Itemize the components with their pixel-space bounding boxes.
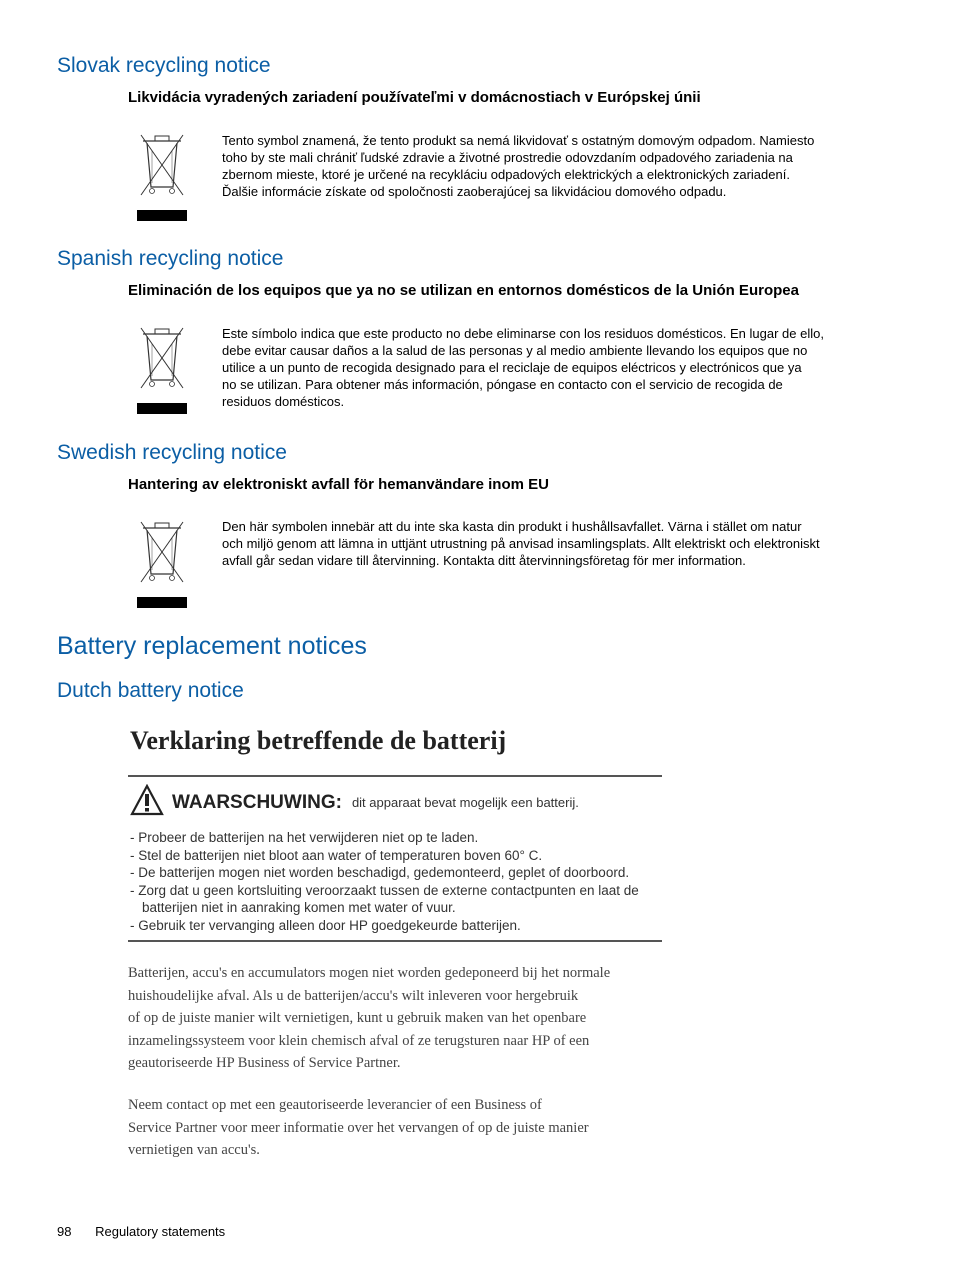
text-line: residuos domésticos. xyxy=(222,394,345,409)
text-line: utilice a un punto de recogida designado para el reciclaje de equipos eléctricos y electrónicos que ya xyxy=(222,360,802,375)
divider xyxy=(128,940,662,942)
slovak-paragraph xyxy=(222,132,870,200)
bullet-item: - Stel de batterijen niet bloot aan water of temperaturen boven 60° C. xyxy=(130,847,543,863)
bullet-item: - De batterijen mogen niet worden beschadigd, gedemonteerd, geplet of doorboord. xyxy=(130,865,630,881)
warning-bullets xyxy=(130,829,639,935)
text-line: och miljö genom att lämna in uttjänt utrustning på anvisad insamlingsplats. Allt elektriskt och elektroniskt xyxy=(222,536,820,551)
warning-label: WAARSCHUWING: xyxy=(172,791,342,813)
text-line: inzamelingssysteem voor klein chemisch afval of ze terugsturen naar HP of een xyxy=(128,1032,590,1049)
page-footer xyxy=(57,1224,225,1239)
footer-section: Regulatory statements xyxy=(95,1224,226,1239)
slovak-subheading: Likvidácia vyradených zariadení používateľmi v domácnostiach v Európskej únii xyxy=(128,89,701,106)
bullet-item: batterijen niet in aanraking komen met water of vuur. xyxy=(142,900,456,916)
text-line: Service Partner voor meer informatie over het vervangen of op de juiste manier xyxy=(128,1119,589,1136)
slovak-heading: Slovak recycling notice xyxy=(57,54,271,77)
page-number: 98 xyxy=(57,1224,72,1239)
divider xyxy=(128,775,662,777)
text-line: Neem contact op met een geautoriseerde leverancier of een Business of xyxy=(128,1097,542,1113)
text-line: toho by ste mali chrániť ľudské zdravie a životné prostredie odovzdaním odpadového zariadenia na xyxy=(222,150,793,165)
text-line: Batterijen, accu's en accumulators mogen niet worden gedeponeerd bij het normale xyxy=(128,965,611,981)
text-line: Den här symbolen innebär att du inte ska kasta din produkt i hushållsavfallet. Värna i stället om natur xyxy=(222,519,802,534)
text-line: of op de juiste manier wilt vernietigen, kunt u gebruik maken van het openbare xyxy=(128,1010,587,1027)
text-line: zbernom mieste, ktoré je určené na recykláciu odpadových elektrických a elektronických zariadení. xyxy=(222,167,790,182)
bullet-item: - Probeer de batterijen na het verwijderen niet op te laden. xyxy=(130,830,479,845)
scan-paragraph-1 xyxy=(128,962,610,1075)
text-line: geautoriseerde HP Business of Service Partner. xyxy=(128,1055,401,1072)
text-line: no se utilizan. Para obtener más información, póngase en contacto con el servicio de recogida de xyxy=(222,377,783,392)
swedish-paragraph xyxy=(222,518,870,569)
weee-bin-icon xyxy=(137,516,187,612)
warning-text: dit apparaat bevat mogelijk een batterij. xyxy=(351,795,579,810)
battery-heading: Battery replacement notices xyxy=(57,632,367,660)
text-line: vernietigen van accu's. xyxy=(128,1142,260,1159)
swedish-heading: Swedish recycling notice xyxy=(57,441,287,464)
spanish-heading: Spanish recycling notice xyxy=(57,247,284,270)
dutch-battery-scan xyxy=(128,724,668,1164)
bullet-item: - Gebruik ter vervanging alleen door HP goedgekeurde batterijen. xyxy=(130,917,521,933)
spanish-subheading: Eliminación de los equipos que ya no se utilizan en entornos domésticos de la Unión Europea xyxy=(128,282,799,299)
text-line: Ďalšie informácie získate od spoločnosti zaoberajúcej sa likvidáciou domového odpadu. xyxy=(222,184,727,199)
text-line: huishoudelijke afval. Als u de batterijen/accu's wilt inleveren voor hergebruik xyxy=(128,987,579,1004)
text-line: Tento symbol znamená, že tento produkt sa nemá likvidovať s ostatným domovým odpadom. Namiesto xyxy=(222,133,815,148)
bullet-item: - Zorg dat u geen kortsluiting veroorzaakt tussen de externe contactpunten en laat de xyxy=(130,882,639,898)
scan-title: Verklaring betreffende de batterij xyxy=(130,726,507,755)
dutch-battery-heading: Dutch battery notice xyxy=(57,679,244,702)
spanish-paragraph xyxy=(222,325,870,410)
text-line: debe evitar causar daños a la salud de las personas y al medio ambiente llevando los equipos que no xyxy=(222,343,808,358)
warning-row xyxy=(130,784,579,821)
text-line: avfall går sedan vidare till återvinning. Kontakta ditt återvinningsföretag för mer information. xyxy=(222,553,746,568)
weee-bin-icon xyxy=(137,129,187,225)
text-line: Este símbolo indica que este producto no debe eliminarse con los residuos domésticos. En lugar de ello, xyxy=(222,326,824,341)
scan-paragraph-2 xyxy=(128,1094,589,1162)
warning-triangle-icon xyxy=(130,784,164,821)
weee-bin-icon xyxy=(137,322,187,418)
swedish-subheading: Hantering av elektroniskt avfall för hemanvändare inom EU xyxy=(128,476,549,493)
